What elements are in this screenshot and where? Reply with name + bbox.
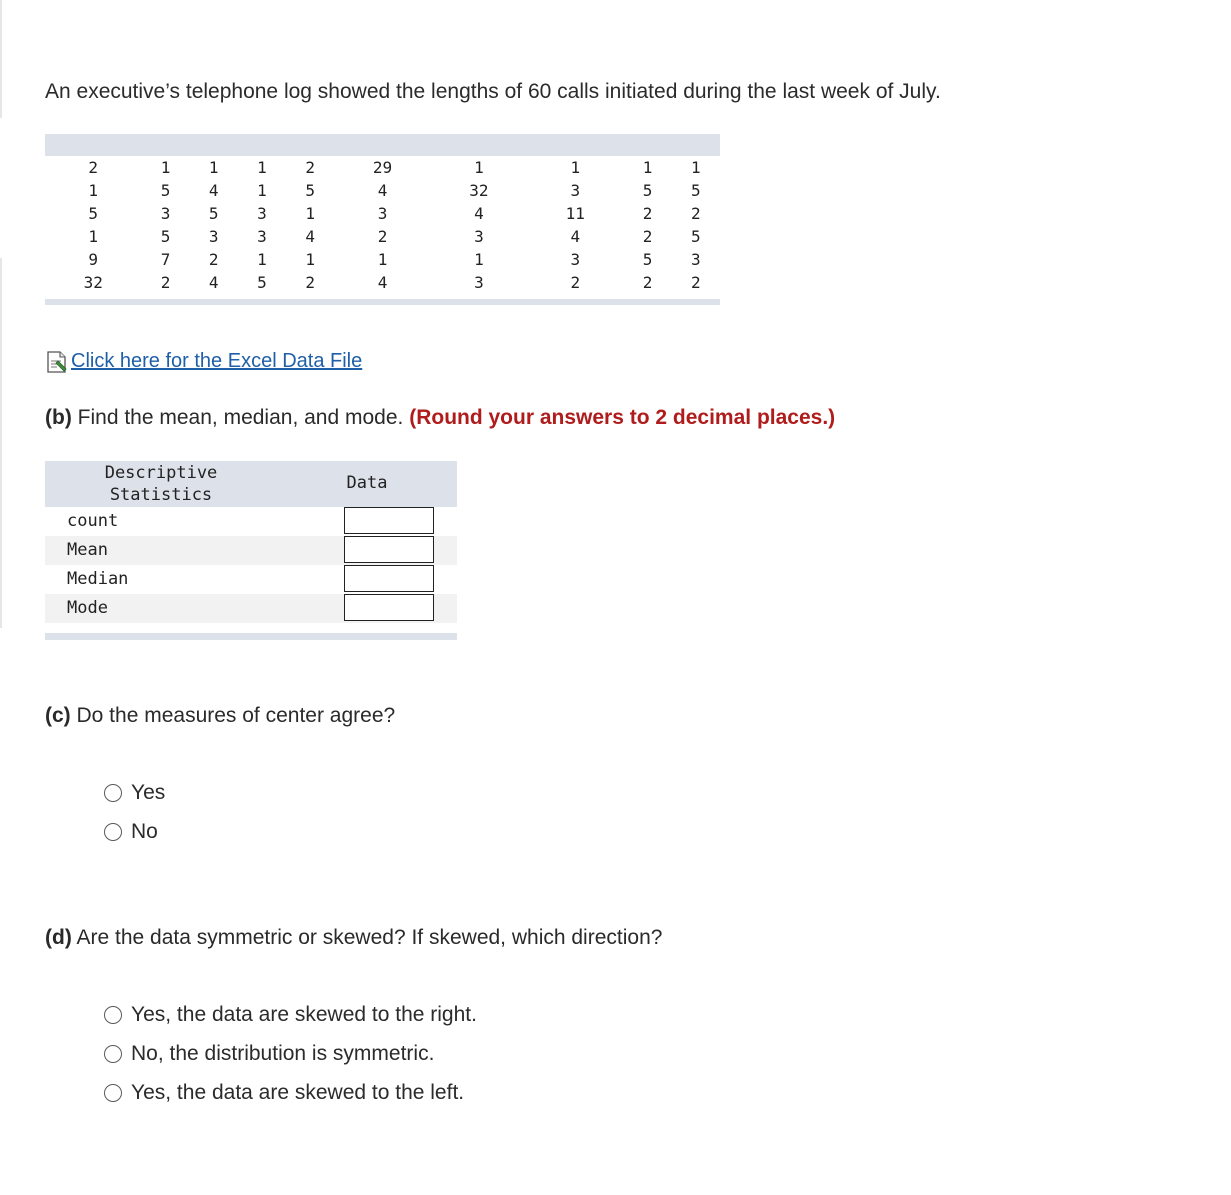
table-cell: 3: [570, 250, 581, 269]
table-cell: 2: [208, 250, 219, 269]
table-cell: 1: [474, 250, 484, 269]
table-row: [45, 225, 720, 248]
option-d-symmetric[interactable]: [104, 1042, 434, 1066]
excel-file-icon: [45, 351, 69, 373]
radio-button[interactable]: [104, 1084, 122, 1102]
table-footer-bar: [45, 299, 720, 305]
table-cell: 3: [377, 204, 388, 223]
table-cell: 1: [208, 158, 219, 177]
option-label: No: [131, 820, 158, 843]
data-column-header: Data: [346, 473, 388, 493]
excel-link-label[interactable]: Click here for the Excel Data File: [71, 350, 363, 372]
question-d: [45, 926, 662, 950]
table-cell: 1: [570, 158, 581, 177]
table-cell: 3: [257, 204, 267, 223]
stats-row-mean: [45, 536, 457, 565]
table-cell: 5: [642, 181, 653, 200]
table-cell: 5: [691, 227, 701, 246]
table-cell: 4: [570, 227, 581, 246]
table-cell: 2: [642, 273, 653, 292]
table-cell: 3: [474, 227, 484, 246]
table-cell: 5: [691, 181, 701, 200]
table-row: [45, 202, 720, 225]
table-cell: 2: [88, 158, 99, 177]
table-cell: 5: [88, 204, 99, 223]
mean-input[interactable]: [344, 536, 434, 563]
table-cell: 32: [83, 273, 103, 292]
table-row: [45, 179, 720, 202]
table-cell: 7: [160, 250, 171, 269]
table-cell: 2: [642, 204, 653, 223]
table-cell: 5: [257, 273, 267, 292]
excel-data-link[interactable]: [45, 350, 362, 373]
radio-button[interactable]: [104, 1045, 122, 1063]
stats-row-mode: [45, 594, 457, 623]
table-cell: 1: [642, 158, 653, 177]
question-c-tag: (c): [45, 704, 71, 727]
table-cell: 2: [305, 158, 316, 177]
table-cell: 3: [160, 204, 171, 223]
stats-label-count: count: [67, 511, 119, 531]
table-cell: 4: [305, 227, 316, 246]
table-cell: 2: [305, 273, 316, 292]
option-label: No, the distribution is symmetric.: [131, 1042, 435, 1065]
data-grid: [45, 156, 720, 294]
stats-label-mode: Mode: [67, 598, 108, 618]
stats-footer-bar: [45, 633, 457, 640]
table-cell: 4: [377, 273, 388, 292]
table-cell: 4: [377, 181, 388, 200]
table-cell: 3: [570, 181, 581, 200]
table-cell: 2: [691, 204, 701, 223]
radio-button[interactable]: [104, 1006, 122, 1024]
median-input[interactable]: [344, 565, 434, 592]
problem-intro: An executive’s telephone log showed the lengths of 60 calls initiated during the last week of July.: [45, 80, 941, 103]
table-cell: 3: [474, 273, 484, 292]
stats-label-median: Median: [67, 569, 129, 589]
table-cell: 1: [377, 250, 388, 269]
table-cell: 1: [305, 204, 316, 223]
option-label: Yes: [131, 781, 166, 804]
option-label: Yes, the data are skewed to the right.: [131, 1003, 477, 1026]
table-header-bar: [45, 134, 720, 156]
table-cell: 4: [474, 204, 484, 223]
table-cell: 32: [469, 181, 489, 200]
table-cell: 11: [565, 204, 585, 223]
table-cell: 4: [208, 181, 219, 200]
table-cell: 1: [160, 158, 171, 177]
table-cell: 1: [88, 181, 99, 200]
table-cell: 29: [372, 158, 393, 177]
stats-label-mean: Mean: [67, 540, 108, 560]
option-d-skewed-left[interactable]: [104, 1081, 464, 1105]
table-cell: 2: [160, 273, 171, 292]
table-cell: 5: [160, 181, 171, 200]
table-cell: 5: [305, 181, 316, 200]
stats-row-count: [45, 507, 457, 536]
radio-button[interactable]: [104, 823, 122, 841]
table-cell: 1: [257, 250, 267, 269]
left-border-rule: [0, 258, 2, 628]
table-row: [45, 271, 720, 294]
question-b: [45, 406, 835, 430]
table-row: [45, 248, 720, 271]
table-cell: 2: [642, 227, 653, 246]
table-cell: 1: [257, 158, 267, 177]
question-d-tag: (d): [45, 926, 72, 949]
table-cell: 2: [570, 273, 581, 292]
option-c-no[interactable]: [104, 820, 158, 844]
stats-header: [45, 461, 457, 507]
table-cell: 2: [377, 227, 388, 246]
stats-header-line2: Statistics: [109, 485, 213, 505]
option-label: Yes, the data are skewed to the left.: [131, 1081, 465, 1104]
question-c: [45, 704, 395, 728]
table-cell: 1: [474, 158, 484, 177]
stats-header-label: [45, 462, 277, 506]
question-d-text: Are the data symmetric or skewed? If skewed, which direction?: [71, 926, 663, 949]
option-d-skewed-right[interactable]: [104, 1003, 477, 1027]
table-cell: 5: [160, 227, 171, 246]
table-cell: 5: [208, 204, 219, 223]
table-cell: 1: [305, 250, 316, 269]
rounding-note: (Round your answers to 2 decimal places.): [409, 406, 836, 429]
table-cell: 1: [257, 181, 267, 200]
table-cell: 3: [257, 227, 267, 246]
table-row: [45, 156, 720, 179]
question-c-text: Do the measures of center agree?: [70, 704, 396, 727]
table-cell: 4: [208, 273, 219, 292]
table-cell: 5: [642, 250, 653, 269]
stats-header-line1: Descriptive: [104, 463, 218, 483]
left-border-rule: [0, 0, 2, 118]
table-cell: 1: [691, 158, 701, 177]
option-c-yes[interactable]: [104, 781, 165, 805]
table-cell: 2: [691, 273, 701, 292]
descriptive-stats-table: [45, 461, 457, 640]
count-input[interactable]: [344, 507, 434, 534]
table-cell: 1: [88, 227, 99, 246]
table-cell: 3: [691, 250, 701, 269]
call-length-table: [45, 134, 720, 305]
question-b-text: Find the mean, median, and mode.: [71, 406, 410, 429]
stats-row-median: [45, 565, 457, 594]
mode-input[interactable]: [344, 594, 434, 621]
question-b-tag: (b): [45, 406, 72, 429]
table-cell: 9: [88, 250, 99, 269]
table-cell: 3: [208, 227, 219, 246]
radio-button[interactable]: [104, 784, 122, 802]
